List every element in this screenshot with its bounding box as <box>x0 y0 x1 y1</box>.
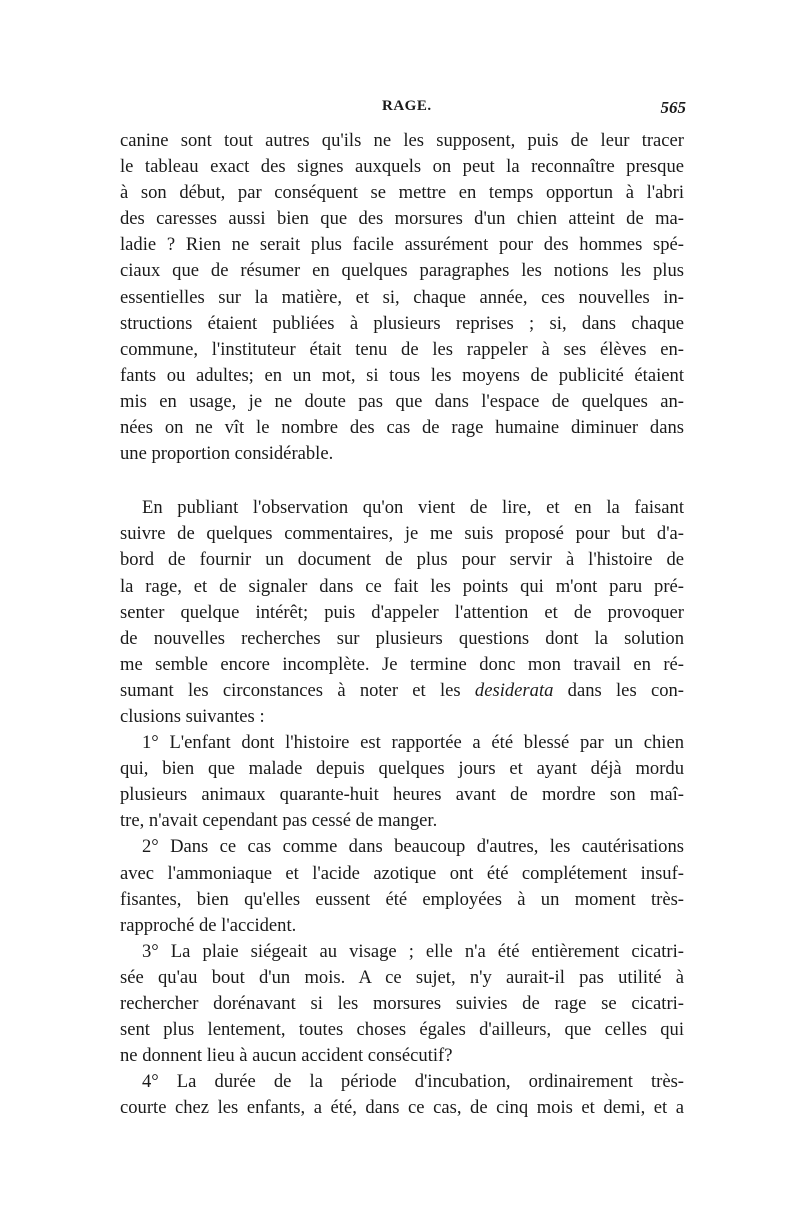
text-fragment: dans les con- <box>553 679 684 701</box>
text-line: 4° La durée de la période d'incubation, ordinairement très- <box>142 1071 684 1093</box>
text-line: senter quelque intérêt; puis d'appeler l'attention et de provoquer <box>120 601 684 623</box>
conclusion-2 <box>120 834 684 938</box>
text-line: rapproché de l'accident. <box>120 914 297 936</box>
text-line: la rage, et de signaler dans ce fait les points qui m'ont paru pré- <box>120 575 684 597</box>
text-line <box>120 678 684 704</box>
text-line: 2° Dans ce cas comme dans beaucoup d'autres, les cautérisations <box>142 836 684 858</box>
conclusion-1 <box>120 730 684 834</box>
text-line: sent plus lentement, toutes choses égales d'ailleurs, que celles qui <box>120 1019 684 1041</box>
text-line: me semble encore incomplète. Je termine donc mon travail en ré- <box>120 653 684 675</box>
text-line: de nouvelles recherches sur plusieurs questions dont la solution <box>120 627 684 649</box>
text-line: clusions suivantes : <box>120 705 265 727</box>
text-line: 1° L'enfant dont l'histoire est rapportée a été blessé par un chien <box>142 732 684 754</box>
paragraph-gap <box>120 467 684 495</box>
text-line: qui, bien que malade depuis quelques jours et ayant déjà mordu <box>120 758 684 780</box>
text-line: fisantes, bien qu'elles eussent été employées à un moment très- <box>120 888 684 910</box>
running-title: RAGE. <box>382 98 432 114</box>
text-line: mis en usage, je ne doute pas que dans l'espace de quelques an- <box>120 390 684 412</box>
conclusion-4 <box>120 1069 684 1121</box>
text-line: ladie ? Rien ne serait plus facile assurément pour des hommes spé- <box>120 234 684 256</box>
text-line: ciaux que de résumer en quelques paragraphes les notions les plus <box>120 260 684 282</box>
conclusion-3 <box>120 939 684 1069</box>
text-line: le tableau exact des signes auxquels on peut la reconnaître presque <box>120 156 684 178</box>
text-line: suivre de quelques commentaires, je me suis proposé pour but d'a- <box>120 523 684 545</box>
text-line: courte chez les enfants, a été, dans ce cas, de cinq mois et demi, et a <box>120 1097 684 1119</box>
text-line: bord de fournir un document de plus pour servir à l'histoire de <box>120 549 684 571</box>
italic-term: desiderata <box>474 679 554 701</box>
text-line: tre, n'avait cependant pas cessé de manger. <box>120 810 438 832</box>
text-line: fants ou adultes; en un mot, si tous les moyens de publicité étaient <box>120 364 684 386</box>
text-line: structions étaient publiées à plusieurs reprises ; si, dans chaque <box>120 312 684 334</box>
text-line: commune, l'instituteur était tenu de les rappeler à ses élèves en- <box>120 338 684 360</box>
text-line: sée qu'au bout d'un mois. A ce sujet, n'y aurait-il pas utilité à <box>120 966 684 988</box>
page-number: 565 <box>660 98 686 117</box>
text-fragment: sumant les circonstances à noter et les <box>120 679 475 701</box>
text-line: canine sont tout autres qu'ils ne les supposent, puis de leur tracer <box>120 130 684 151</box>
text-line: plusieurs animaux quarante-huit heures avant de mordre son maî- <box>120 784 684 806</box>
text-line: une proportion considérable. <box>120 443 334 465</box>
page-header <box>120 98 686 126</box>
paragraph-2 <box>120 495 684 730</box>
text-line: nées on ne vît le nombre des cas de rage humaine diminuer dans <box>120 417 684 439</box>
text-line: avec l'ammoniaque et l'acide azotique ont été complétement insuf- <box>120 862 684 884</box>
text-line: En publiant l'observation qu'on vient de lire, et en la faisant <box>142 497 684 519</box>
paragraph-1 <box>120 128 684 467</box>
text-line: 3° La plaie siégeait au visage ; elle n'a été entièrement cicatri- <box>142 940 684 962</box>
text-line: essentielles sur la matière, et si, chaque année, ces nouvelles in- <box>120 286 684 308</box>
text-line: rechercher dorénavant si les morsures suivies de rage se cicatri- <box>120 993 684 1014</box>
body-text <box>120 128 684 1121</box>
text-line: à son début, par conséquent se mettre en temps opportun à l'abri <box>120 182 684 204</box>
text-line: ne donnent lieu à aucun accident consécutif? <box>120 1045 453 1067</box>
text-line: des caresses aussi bien que des morsures d'un chien atteint de ma- <box>120 208 684 230</box>
